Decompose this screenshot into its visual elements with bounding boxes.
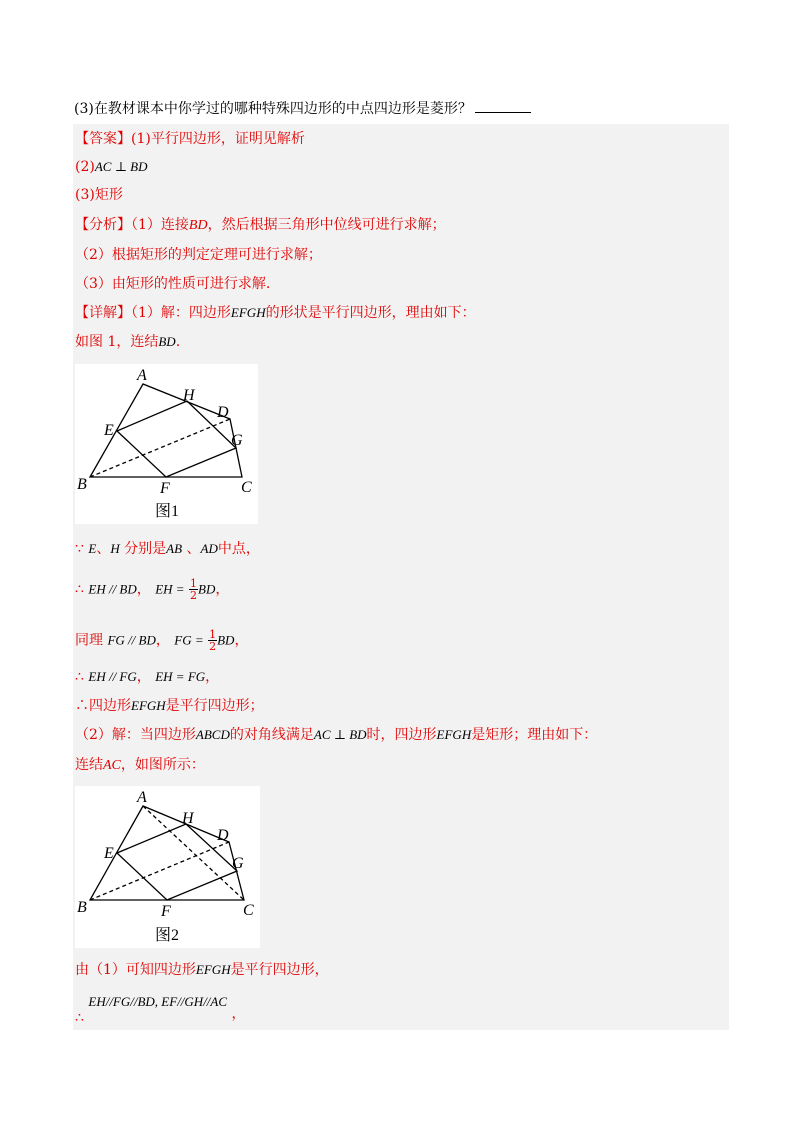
therefore-symbol-4: ∴: [75, 1010, 84, 1026]
detail-text-2a: 如图 1，连结: [75, 334, 159, 350]
math-eh-equals: EH =: [155, 581, 185, 597]
comma-3: ，: [155, 632, 170, 649]
comma-1: ，: [136, 581, 151, 598]
answer-line-1: [75, 129, 305, 149]
analysis-bd: BD: [188, 218, 208, 233]
answer-blank: [475, 98, 531, 113]
half-denominator-2: 2: [209, 640, 217, 653]
math-efgh-1: EFGH: [131, 698, 166, 713]
analysis-label: 【分析】: [75, 217, 131, 233]
detail-text-1a: （1）解：四边形: [131, 305, 231, 321]
answer-2-prefix: (2): [75, 159, 95, 175]
proof2-text-1b: 是平行四边形，: [230, 962, 329, 978]
sep-2: 、: [186, 541, 201, 557]
proof-line-3: [75, 629, 248, 652]
half-numerator-2: 1: [209, 628, 217, 641]
label-d-1: D: [217, 404, 229, 421]
label-a-1: A: [137, 367, 147, 384]
therefore-symbol-3: ∴: [75, 698, 89, 714]
figure-2: [75, 786, 260, 948]
comma-4: ，: [234, 632, 249, 649]
label-g-1: G: [231, 432, 243, 449]
label-c-1: C: [241, 479, 252, 496]
comma-6: ，: [205, 669, 220, 685]
math-eh-parallel-bd: EH // BD: [88, 581, 137, 597]
math-bd-2: BD: [217, 632, 235, 648]
label-f-2: F: [161, 903, 171, 920]
math-e: E: [88, 541, 97, 556]
question-text: (3)在教材课本中你学过的哪种特殊四边形的中点四边形是菱形？: [74, 101, 472, 117]
fraction-half-2: [208, 629, 217, 652]
comma-2: ，: [215, 581, 230, 598]
therefore-symbol-1: ∴: [75, 581, 84, 598]
proof-text-1a: 分别是: [124, 541, 167, 557]
figure-1-caption: 图1: [155, 503, 180, 520]
proof2-line-1: [75, 960, 329, 980]
math-ac-perp-bd: AC ⊥ BD: [313, 727, 367, 742]
math-efgh-3: EFGH: [195, 962, 231, 977]
detail-line-1: [75, 303, 476, 323]
analysis-text-1b: ，然后根据三角形中位线可进行求解；: [207, 217, 446, 233]
figure-1: [75, 364, 258, 524]
math-bd-1: BD: [198, 581, 216, 597]
proof-line-5: [75, 696, 264, 716]
half-numerator-1: 1: [190, 577, 198, 590]
proof-text-5b: 是平行四边形；: [165, 698, 264, 714]
label-d-2: D: [217, 827, 229, 844]
detail2-line-1: [75, 725, 597, 745]
label-h-2: H: [182, 810, 194, 827]
math-fg-equals: FG =: [174, 632, 204, 648]
label-b-2: B: [77, 899, 87, 916]
math-efgh-2: EFGH: [436, 727, 472, 742]
label-f-1: F: [160, 480, 170, 497]
detail-label: 【详解】: [75, 305, 131, 321]
label-h-1: H: [183, 387, 195, 404]
label-e-2: E: [104, 845, 114, 862]
detail2-text-1b: 的对角线满足: [229, 727, 314, 743]
detail2-text-1a: （2）解：当四边形: [75, 727, 196, 743]
label-e-1: E: [104, 422, 114, 439]
math-h: H: [110, 541, 120, 556]
detail-math-bd: BD: [158, 334, 176, 349]
math-parallel-chain: EH//FG//BD, EF//GH//AC: [88, 994, 228, 1009]
answer-2-math: AC ⊥ BD: [94, 159, 148, 174]
math-eh-equals-fg: EH = FG: [155, 669, 206, 684]
detail-text-2b: .: [175, 334, 181, 350]
detail2-text-1d: 是矩形；理由如下：: [471, 727, 598, 743]
detail2-text-2b: ，如图所示：: [120, 757, 205, 773]
answer-1: (1)平行四边形，证明见解析: [131, 131, 305, 147]
answer-line-3: (3)矩形: [75, 187, 123, 203]
label-a-2: A: [137, 789, 147, 806]
math-ac: AC: [103, 758, 121, 773]
fraction-half-1: [189, 578, 198, 601]
sep-1: 、: [96, 541, 111, 557]
math-eh-parallel-fg: EH // FG: [88, 669, 137, 684]
math-ab: AB: [166, 541, 183, 556]
figure-2-svg: [75, 786, 260, 948]
detail-math-efgh: EFGH: [230, 305, 266, 320]
math-fg-parallel-bd: FG // BD: [107, 632, 156, 648]
math-ad: AD: [200, 541, 218, 556]
proof-text-1b: 中点，: [217, 541, 260, 557]
similarly-text: 同理: [75, 632, 103, 649]
analysis-line-2: （2）根据矩形的判定定理可进行求解；: [75, 247, 322, 263]
answer-label: 【答案】: [75, 131, 131, 147]
detail2-line-2: [75, 755, 205, 776]
proof-text-5a: 四边形: [89, 698, 131, 714]
proof-line-4: [75, 667, 219, 687]
analysis-text-1a: （1）连接: [131, 217, 189, 233]
comma-7: ，: [231, 1006, 246, 1022]
proof-line-1: [75, 539, 260, 559]
detail2-text-1c: 时，四边形: [366, 727, 437, 743]
math-abcd: ABCD: [195, 727, 230, 742]
half-denominator-1: 2: [190, 589, 198, 602]
analysis-line-3: （3）由矩形的性质可进行求解.: [75, 276, 271, 292]
label-g-2: G: [232, 855, 244, 872]
proof-line-2: [75, 578, 229, 601]
analysis-line-1: [75, 215, 446, 236]
answer-line-2: [75, 157, 148, 177]
proof2-line-2: [75, 994, 246, 1026]
figure-1-svg: [75, 364, 258, 524]
comma-5: ，: [136, 669, 151, 685]
question-line: [74, 98, 531, 119]
proof2-text-1a: 由（1）可知四边形: [75, 962, 196, 978]
detail2-text-2a: 连结: [75, 757, 103, 773]
detail-line-2: [75, 332, 180, 352]
label-c-2: C: [243, 902, 254, 919]
detail-text-1b: 的形状是平行四边形，理由如下：: [265, 305, 476, 321]
figure-2-caption: 图2: [155, 927, 180, 944]
therefore-symbol-2: ∴: [75, 669, 84, 685]
because-symbol: ∵: [75, 541, 84, 557]
label-b-1: B: [77, 476, 87, 493]
